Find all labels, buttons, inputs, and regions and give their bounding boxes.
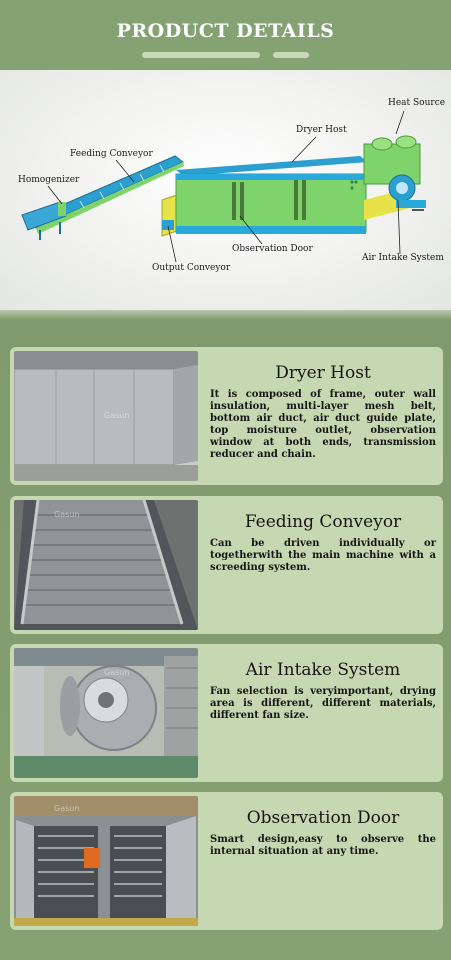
label-air-intake-system: Air Intake System: [362, 253, 444, 263]
card-description: Fan selection is veryimportant, drying area is different, different materials, different fan size.: [210, 686, 436, 721]
card-description: Smart design,easy to observe the internal situation at any time.: [210, 834, 436, 857]
photo-watermark: Gasun: [54, 510, 80, 519]
feature-card-observation-door: [10, 792, 443, 930]
label-dryer-host: Dryer Host: [296, 125, 347, 135]
feature-card-dryer-host: [10, 347, 443, 485]
dryer-host-photo: [14, 351, 198, 481]
machine-diagram: [0, 70, 451, 310]
label-output-conveyor: Output Conveyor: [152, 263, 231, 273]
feature-card-air-intake-system: [10, 644, 443, 782]
header-banner: [0, 0, 451, 70]
title-underline-short: [273, 52, 309, 58]
card-title: Feeding Conveyor: [244, 512, 402, 532]
label-homogenizer: Homogenizer: [18, 175, 80, 185]
air-intake-photo: [14, 648, 198, 778]
machine-illustration: [0, 70, 451, 310]
feeding-conveyor-photo: [14, 500, 198, 630]
photo-watermark: Gasun: [104, 411, 130, 420]
card-description: Can be driven individually or togetherwith the main machine with a screeding system.: [210, 538, 436, 573]
observation-door-photo: [14, 796, 198, 926]
photo-watermark: Gasun: [104, 668, 130, 677]
label-observation-door: Observation Door: [232, 244, 313, 254]
label-feeding-conveyor: Feeding Conveyor: [70, 149, 153, 159]
card-title: Dryer Host: [275, 363, 371, 383]
card-description: It is composed of frame, outer wall insulation, multi-layer mesh belt, bottom air duct, air duct guide plate, top moisture outlet, observation window at both ends, transmission reducer and chain.: [210, 389, 436, 460]
card-title: Observation Door: [246, 808, 400, 828]
title-underline-long: [142, 52, 260, 58]
label-heat-source: Heat Source: [388, 98, 446, 108]
feature-card-feeding-conveyor: [10, 496, 443, 634]
page-title: PRODUCT DETAILS: [116, 20, 335, 42]
card-title: Air Intake System: [245, 660, 401, 680]
photo-watermark: Gasun: [54, 804, 80, 813]
